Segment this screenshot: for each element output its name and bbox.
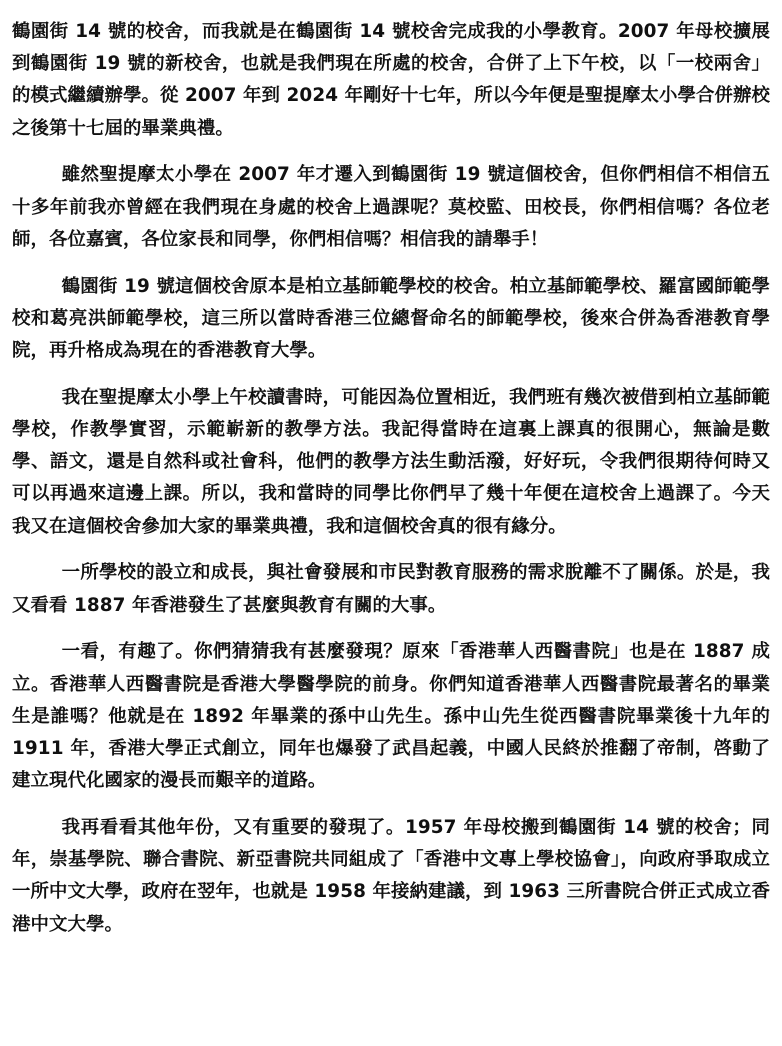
paragraph-4: 我在聖提摩太小學上午校讀書時，可能因為位置相近，我們班有幾次被借到柏立基師範學校，作教學實習，示範嶄新的教學方法。我記得當時在這裏上課真的很開心，無論是數學、語文，還是自然科或社會科，他們的教學方法生動活潑，好好玩，令我們很期待何時又可以再過來這邊上課。所以，我和當時的同學比你們早了幾十年便在這校舍上過課了。今天我又在這個校舍參加大家的畢業典禮，我和這個校舍真的很有緣分。 — [12, 386, 770, 537]
paragraph-3: 鶴園街 19 號這個校舍原本是柏立基師範學校的校舍。柏立基師範學校、羅富國師範學校和葛亮洪師範學校，這三所以當時香港三位總督命名的師範學校，後來合併為香港教育學院，再升格成為現在的香港教育大學。 — [12, 275, 770, 362]
paragraph-2: 雖然聖提摩太小學在 2007 年才遷入到鶴園街 19 號這個校舍，但你們相信不相信五十多年前我亦曾經在我們現在身處的校舍上過課呢？莫校監、田校長，你們相信嗎？各位老師，各位嘉賓，各位家長和同學，你們相信嗎？相信我的請舉手！ — [12, 164, 770, 250]
paragraph-7: 我再看看其他年份，又有重要的發現了。1957 年母校搬到鶴園街 14 號的校舍；同年，崇基學院、聯合書院、新亞書院共同組成了「香港中文專上學校協會」，向政府爭取成立一所中文大學，政府在翌年，也就是 1958 年接納建議，到 1963 三所書院合併正式成立香港中文大學。 — [12, 817, 770, 935]
paragraph-6: 一看，有趣了。你們猜猜我有甚麼發現？原來「香港華人西醫書院」也是在 1887 成立。香港華人西醫書院是香港大學醫學院的前身。你們知道香港華人西醫書院最著名的畢業生是誰嗎？他就是在 1892 年畢業的孫中山先生。孫中山先生從西醫書院畢業後十九年的 1911 年，香港大學正式創立，同年也爆發了武昌起義，中國人民終於推翻了帝制，啓動了建立現代化國家的漫長而艱辛的道路。 — [12, 641, 770, 792]
paragraph-5: 一所學校的設立和成長，與社會發展和市民對教育服務的需求脫離不了關係。於是，我又看看 1887 年香港發生了甚麼與教育有關的大事。 — [12, 562, 770, 616]
paragraph-1: 鶴園街 14 號的校舍，而我就是在鶴園街 14 號校舍完成我的小學教育。2007 年母校擴展到鶴園街 19 號的新校舍，也就是我們現在所處的校舍，合併了上下午校，以「一校兩舍」的模式繼續辦學。從 2007 年到 2024 年剛好十七年，所以今年便是聖提摩太小學合併辦校之後第十七屆的畢業典禮。 — [12, 21, 770, 139]
